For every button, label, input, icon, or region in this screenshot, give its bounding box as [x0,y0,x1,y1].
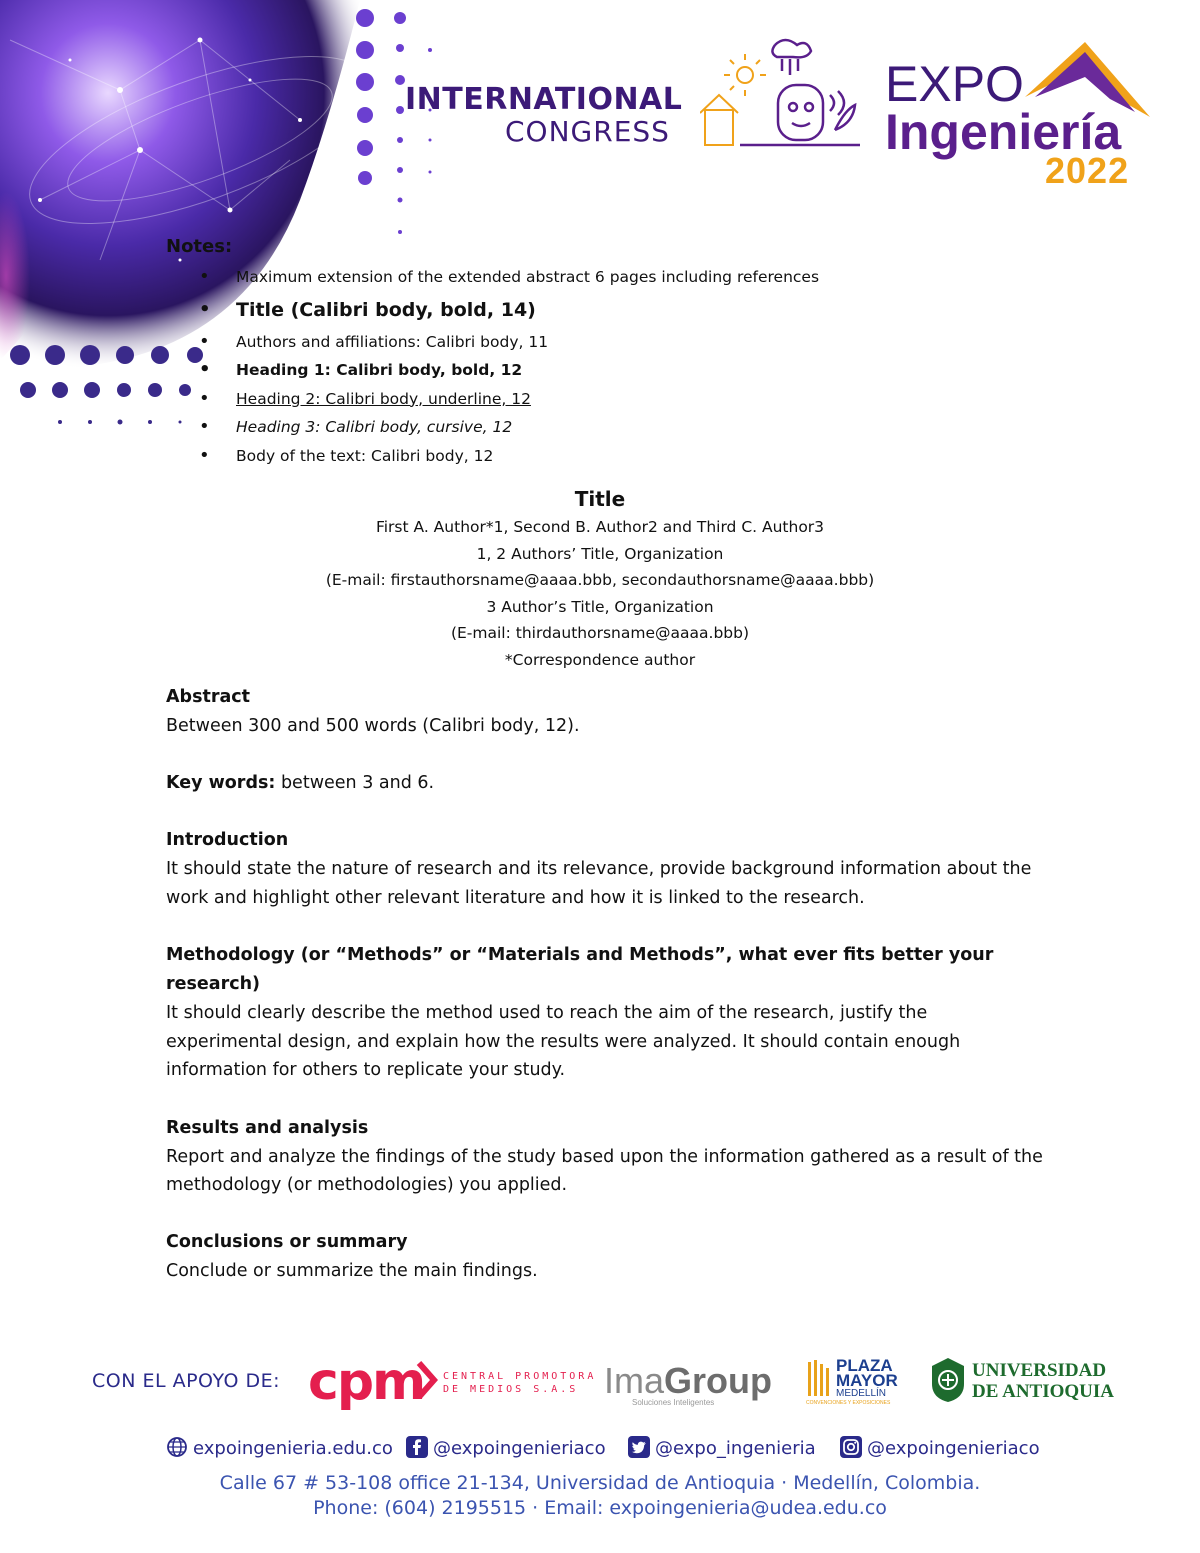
facebook-link[interactable] [406,1436,606,1459]
affiliation-1: 1, 2 Authors’ Title, Organization [476,544,724,563]
imagroup-light: Ima [604,1360,665,1401]
note-item: • Heading 3: Calibri body, cursive, 12 [236,413,1046,442]
plaza-tagline: CONVENCIONES Y EXPOSICIONES [806,1400,891,1406]
note-item: • Maximum extension of the extended abstract 6 pages including references [236,263,1046,292]
decorative-dot [58,420,62,424]
conclusions-heading: Conclusions or summary [166,1232,408,1253]
email-2: (E-mail: thirdauthorsname@aaaa.bbb) [450,624,750,642]
decorative-dot [394,12,406,24]
keywords-label: Key words: [166,773,276,794]
note-item: • Heading 2: Calibri body, underline, 12 [236,385,1046,414]
cpm-subtitle-line2: DE MEDIOS S.A.S [443,1384,579,1395]
correspondence-note: *Correspondence author [504,650,696,669]
instagram-link[interactable] [840,1436,1040,1459]
introduction-text: It should state the nature of research and its relevance, provide background information about the work and highlight other relevant literature and how it is linked to the research. [166,859,1032,908]
methodology-heading: Methodology (or “Methods” or “Materials and Methods”, what ever fits better your research) [166,945,994,995]
congress-title-line2: CONGRESS [505,115,670,148]
methodology-text: It should clearly describe the method used to reach the aim of the research, justify the experimental design, and explain how the results were analyzed. It should contain enough information for others to replicate your study. [166,1003,961,1081]
twitter-link[interactable] [628,1436,816,1459]
plaza-line2: MAYOR [836,1371,898,1390]
expo-ingenieria-logo [885,55,1155,195]
udea-seal-icon [928,1356,968,1404]
decorative-dot [356,41,374,59]
plaza-bars-icon [806,1358,832,1398]
keywords-line [166,769,1046,798]
decorative-dot [395,75,405,85]
decorative-dot [45,345,65,365]
website-text: expoingenieria.edu.co [193,1438,393,1459]
decorative-dot [397,167,403,173]
authors-line: First A. Author*1, Second B. Author2 and Third C. Author3 [375,518,825,536]
paper-header [166,484,1034,673]
support-label: CON EL APOYO DE: [92,1370,281,1392]
instagram-text: @expoingenieriaco [867,1438,1040,1459]
decorative-dot [398,230,402,234]
imagroup-bold: Group [664,1360,772,1401]
decorative-dot [116,346,134,364]
cpm-chevron-icon [416,1360,438,1400]
document-body [166,236,1046,1286]
decorative-dot [357,140,373,156]
congress-title-line1: INTERNATIONAL [405,82,683,117]
expo-year: 2022 [1045,150,1130,191]
cpm-subtitle-line1: CENTRAL PROMOTORA [443,1371,597,1382]
decorative-dot [357,107,373,123]
facebook-text: @expoingenieriaco [433,1438,606,1459]
globe-icon [166,1436,188,1458]
note-item: • Authors and affiliations: Calibri body, 11 [236,328,1046,357]
introduction-heading: Introduction [166,830,289,851]
contact-line: Phone: (604) 2195515 · Email: expoingenieria@udea.edu.co [313,1497,887,1519]
address-line: Calle 67 # 53-108 office 21-134, Universidad de Antioquia · Medellín, Colombia. [219,1472,981,1494]
udea-name [972,1360,1114,1402]
cpm-logo: cpm [308,1352,425,1412]
notes-heading: Notes: [166,236,233,257]
affiliation-2: 3 Author’s Title, Organization [486,597,714,616]
decorative-dot [398,198,403,203]
website-link[interactable] [166,1436,393,1459]
cpm-subtitle [443,1370,596,1396]
note-item: • Heading 1: Calibri body, bold, 12 [236,356,1046,385]
decorative-dot [428,48,432,52]
decorative-dot [20,382,36,398]
paper-title: Title [574,487,626,511]
decorative-dot [52,382,68,398]
abstract-heading: Abstract [166,687,251,707]
plaza-mayor-logo [806,1358,898,1408]
decorative-dot [88,420,92,424]
udea-logo [928,1356,1128,1406]
plaza-line1: PLAZA [836,1356,893,1375]
imagroup-logo [604,1360,772,1402]
international-congress-logo [405,82,682,148]
decorative-dot [356,9,374,27]
decorative-dot [80,345,100,365]
decorative-dot [117,383,131,397]
decorative-dot [358,171,372,185]
ingenieria-word: Ingeniería [885,104,1122,160]
udea-line1: UNIVERSIDAD [972,1360,1107,1381]
decorative-dot [84,382,100,398]
expo-word: EXPO [885,56,1024,112]
email-1: (E-mail: firstauthorsname@aaaa.bbb, secondauthorsname@aaaa.bbb) [325,571,875,589]
twitter-text: @expo_ingenieria [655,1438,816,1459]
udea-line2: DE ANTIOQUIA [972,1381,1114,1402]
instagram-icon [840,1436,862,1458]
note-item: • Body of the text: Calibri body, 12 [236,442,1046,471]
conclusions-text: Conclude or summarize the main findings. [166,1261,538,1282]
decorative-dot [429,171,432,174]
decorative-dot [148,383,162,397]
decorative-dot [148,420,152,424]
notes-list [166,263,1046,470]
results-heading: Results and analysis [166,1117,369,1138]
decorative-dot [118,420,123,425]
decorative-dot [396,44,404,52]
results-text: Report and analyze the findings of the study based upon the information gathered as a result of the methodology (or methodologies) you applied. [166,1146,1043,1196]
decorative-dot [10,345,30,365]
note-item: • Title (Calibri body, bold, 14) [236,292,1046,328]
abstract-text: Between 300 and 500 words (Calibri body, 12). [166,716,580,736]
robot-house-icon [700,35,865,155]
imagroup-tagline: Soluciones Inteligentes [632,1398,715,1407]
plaza-name [836,1358,898,1388]
decorative-dot [396,106,404,114]
keywords-text: between 3 and 6. [275,773,435,794]
decorative-dot [356,73,374,91]
twitter-icon [628,1436,650,1458]
facebook-icon [406,1436,428,1458]
decorative-dot [397,137,403,143]
plaza-city: MEDELLÍN [836,1388,887,1399]
